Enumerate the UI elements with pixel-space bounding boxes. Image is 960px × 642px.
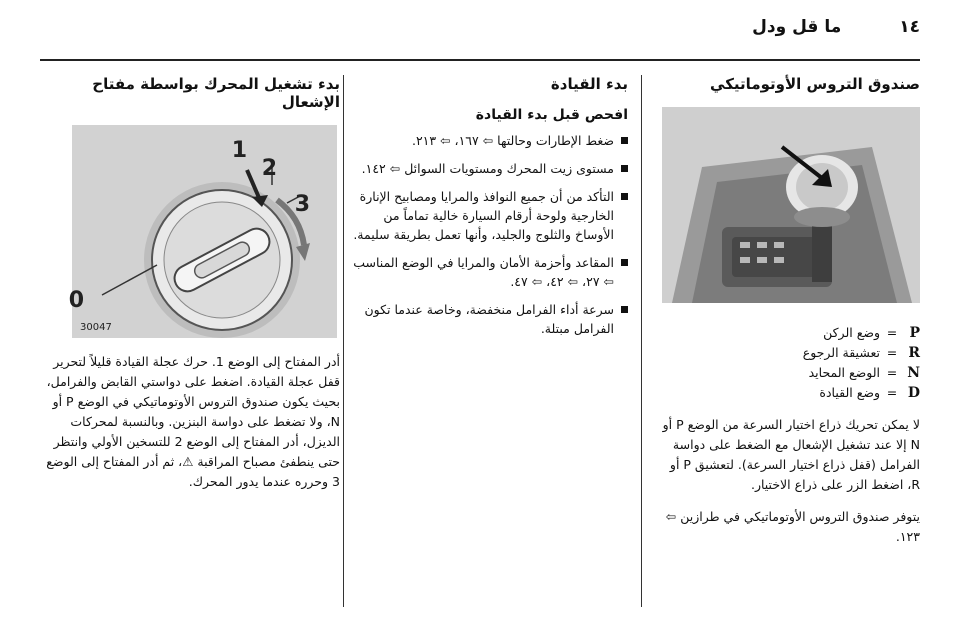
list-item: مستوى زيت المحرك ومستويات السوائل ⇦ ١٤٢. [348,159,628,178]
selector-lock-paragraph: لا يمكن تحريك ذراع اختيار السرعة من الوضع P أو N إلا عند تشغيل الإشعال مع الضغط على دواسة الفرامل (قفل ذراع اختيار السرعة). لتعشيق P أو R، اضغط الزر على ذراع الاختيار. [662,417,920,492]
gear-letter: P [909,325,920,341]
transmission-models-paragraph: يتوفر صندوق التروس الأوتوماتيكي في طرازين ⇦ ١٢٣. [665,509,920,544]
list-item: سرعة أداء الفرامل منخفضة، وخاصة عندما تكون الفرامل مبتلة. [348,300,628,338]
ignition-label-3: 3 [294,192,310,217]
ignition-instructions: أدر المفتاح إلى الوضع 1. حرك عجلة القيادة قليلاً لتحرير قفل عجلة القيادة. اضغط على دواستي القابض والفرامل، بحيث يكون صندوق التروس الأوتوماتيكي في الوضع P أو N، ولا تضغط على دواسة البنزين. وبالنسبة لمحركات الديزل، أدر المفتاح إلى الوضع 2 للتسخين الأولي وانتظر حتى ينطفئ مصباح المراقبة ⚠، ثم أدر المفتاح إلى الوضع 3 وحرره عندما يدور المحرك. [46,354,340,489]
ignition-label-1: 1 [231,138,247,163]
column-divider [641,75,642,607]
automatic-transmission-section [662,75,920,618]
pre-drive-checklist [348,131,628,338]
list-item: التأكد من أن جميع النوافذ والمرايا ومصابيح الإنارة الخارجية ولوحة أرقام السيارة خالية تماماً من الأوساخ والثلوج والجليد، وأنها تعمل بطريقة سليمة. [348,187,628,244]
gear-description: الوضع المحايد [808,365,880,380]
header-rule [40,59,920,61]
page-number: ١٤ [899,17,920,37]
gear-description: تعشيقة الرجوع [802,345,880,360]
gear-row-r [662,343,920,363]
equals-sign: = [886,385,898,400]
gear-description: وضع القيادة [819,385,880,400]
gear-description: وضع الركن [823,325,880,340]
gear-row-p [662,323,920,343]
gear-selector-illustration [662,107,920,303]
gear-row-d [662,383,920,403]
section-title: صندوق التروس الأوتوماتيكي [710,75,920,93]
equals-sign: = [886,345,898,360]
gear-letter: D [907,385,920,401]
figure-code: 30047 [80,322,112,333]
section-title: بدء القيادة [550,75,628,93]
list-item: المقاعد وأحزمة الأمان والمرايا في الوضع المناسب ⇦ ٢٧، ⇦ ٤٢، ⇦ ٤٧. [348,253,628,291]
gear-letter: N [907,365,920,381]
chapter-title: ما قل ودل [752,17,842,37]
equals-sign: = [886,365,898,380]
section-subtitle: افحص قبل بدء القيادة [475,107,628,123]
gear-positions-list [662,323,920,403]
starting-off-section [348,75,628,618]
ignition-switch-figure [68,125,337,338]
list-item: ضغط الإطارات وحالتها ⇦ ١٦٧، ⇦ ٢١٣. [348,131,628,150]
ignition-switch-illustration [68,125,337,338]
ignition-start-section [40,75,340,618]
gear-row-n [662,363,920,383]
section-title: بدء تشغيل المحرك بواسطة مفتاح الإشعال [92,75,340,111]
ignition-label-2: 2 [261,156,277,181]
page-header [40,14,920,40]
ignition-label-0: 0 [68,288,84,313]
column-divider [343,75,344,607]
equals-sign: = [886,325,898,340]
gear-selector-figure [662,107,920,303]
gear-letter: R [908,345,920,361]
